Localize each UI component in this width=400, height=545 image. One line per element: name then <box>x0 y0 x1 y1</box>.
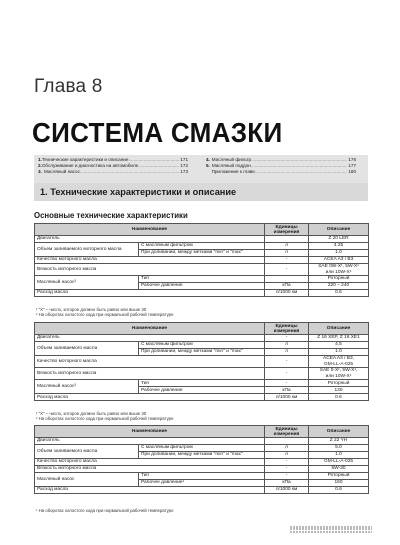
toc-page: 180 <box>348 169 356 175</box>
cell <box>309 368 369 380</box>
spec-table-3 <box>34 425 369 494</box>
header-unit: Единицы измерения <box>265 224 309 236</box>
table-row <box>35 290 369 297</box>
cell <box>265 236 309 243</box>
cell: Рабочее давление <box>139 283 265 290</box>
toc-title: Масляный фильтр <box>211 157 252 162</box>
cell: 4.5 <box>309 342 369 349</box>
cell-line: ACEA A3 / B3, <box>323 356 354 361</box>
cell-line: или 10W-Х¹ <box>325 373 352 379</box>
toc-num: 5. <box>206 163 210 169</box>
header-unit: Единицы измерения <box>265 323 309 335</box>
table-row <box>35 445 369 452</box>
toc-num: 1. <box>38 157 42 162</box>
table-row <box>35 236 369 243</box>
footnote: ² На оборотах холостого хода при нормальной рабочей температуре <box>36 312 174 318</box>
toc-num: 3. <box>38 169 42 175</box>
header-name: Наименование <box>35 224 265 236</box>
cell: Масляный насос² <box>35 276 139 290</box>
cell: Двигатель <box>35 236 265 243</box>
footer-decoration <box>290 526 372 530</box>
cell: л <box>265 452 309 459</box>
cell: л <box>265 243 309 250</box>
cell: л <box>265 250 309 257</box>
footnote: ² На оборотах холостого хода при нормальной рабочей температуре <box>36 416 174 422</box>
cell: При доливании, между метками "min" и "max" <box>139 250 265 257</box>
cell: Вязкость моторного масла <box>35 264 265 276</box>
header-unit: Единицы измерения <box>265 426 309 438</box>
table-row <box>35 342 369 349</box>
cell: 0.6 <box>309 487 369 494</box>
cell: Рабочее давление <box>139 387 265 394</box>
cell: л/1000 км <box>265 290 309 297</box>
table-row <box>35 438 369 445</box>
footnote: ¹ На оборотах холостого хода при нормальной рабочей температуре <box>36 508 174 513</box>
header-desc: Описание <box>309 224 369 236</box>
cell: При доливании, между метками "min" и "max" <box>139 349 265 356</box>
cell: С масляным фильтром <box>139 243 265 250</box>
cell: 4.25 <box>309 243 369 250</box>
toc-item[interactable] <box>38 169 188 175</box>
table-row <box>35 466 369 473</box>
cell: 0.6 <box>309 394 369 401</box>
toc-num: 2. <box>38 163 42 169</box>
cell <box>309 264 369 276</box>
cell: Роторный <box>309 380 369 387</box>
table-notes-2 <box>36 411 173 421</box>
cell: С масляным фильтром <box>139 342 265 349</box>
spec-table-1 <box>34 223 369 297</box>
toc-page: 171 <box>180 157 188 162</box>
cell: - <box>265 368 309 380</box>
toc-title: Масляный поддон <box>211 163 251 169</box>
cell: Масляный насос <box>35 473 139 487</box>
table-notes-1 <box>36 307 173 317</box>
toc-leader <box>80 169 179 175</box>
footer-decoration <box>290 531 372 533</box>
section-header <box>34 183 368 201</box>
cell: - <box>265 466 309 473</box>
toc-page: 177 <box>348 163 356 169</box>
cell: Расход масла <box>35 394 265 401</box>
cell: кПа <box>265 480 309 487</box>
table-row <box>35 487 369 494</box>
chapter-title: СИСТЕМА СМАЗКИ <box>32 117 283 148</box>
table-row <box>35 257 369 264</box>
header-name: Наименование <box>35 426 265 438</box>
cell <box>309 356 369 368</box>
toc-leader <box>255 169 347 175</box>
cell: Объем заливаемого масла <box>35 342 139 356</box>
cell: Двигатель <box>35 438 265 445</box>
cell-line: GM-LL-A-025 <box>323 361 354 367</box>
table-row <box>35 380 369 387</box>
cell: Расход масла <box>35 290 265 297</box>
toc-num: 4. <box>206 157 210 162</box>
cell: Z 22 YH <box>309 438 369 445</box>
cell: Тип <box>139 380 265 387</box>
cell: Тип <box>139 473 265 480</box>
cell-line: SAE 0-Х¹, 5W-Х¹, <box>319 368 358 374</box>
cell: Качество моторного масла <box>35 257 265 264</box>
section-title: 1. Технические характеристики и описание <box>40 187 237 197</box>
cell: GM-LL-A-025 <box>309 459 369 466</box>
header-name: Наименование <box>35 323 265 335</box>
cell: 1.0 <box>309 250 369 257</box>
cell: Расход масла <box>35 487 265 494</box>
cell: 220 – 240 <box>309 283 369 290</box>
footnote: ¹ "Х" – число, которое должно быть равно или выше 30 <box>36 307 147 312</box>
cell: - <box>265 380 309 387</box>
chapter-heading: Глава 8 <box>34 76 103 97</box>
toc-page: 173 <box>180 169 188 175</box>
header-desc: Описание <box>309 426 369 438</box>
cell: Z 20 LER <box>309 236 369 243</box>
toc-page: 176 <box>348 157 356 162</box>
cell: 130 <box>309 387 369 394</box>
cell-line: SAE 0W-Х¹, 5W-Х¹ <box>318 264 359 269</box>
cell: л <box>265 349 309 356</box>
cell: Роторный <box>309 473 369 480</box>
toc-column-right <box>206 157 356 176</box>
cell: 1.0 <box>309 452 369 459</box>
table-header-row <box>35 323 369 335</box>
cell: л/1000 км <box>265 394 309 401</box>
table-header-row <box>35 426 369 438</box>
cell: С масляным фильтром <box>139 445 265 452</box>
cell: 5W-30 <box>309 466 369 473</box>
cell: Качество моторного масла <box>35 459 265 466</box>
subsection-title: Основные технические характеристики <box>34 211 188 220</box>
table-row <box>35 368 369 380</box>
cell: кПа <box>265 387 309 394</box>
table-header-row <box>35 224 369 236</box>
toc-title: Технические характеристики и описание <box>41 157 129 162</box>
spec-table-2 <box>34 322 369 401</box>
cell: Вязкость моторного масла <box>35 368 265 380</box>
toc-column-left <box>38 157 188 176</box>
cell: ACEA A3 / B3 <box>309 257 369 264</box>
table-row <box>35 243 369 250</box>
cell <box>265 438 309 445</box>
cell: - <box>265 257 309 264</box>
cell-line: или 10W-Х¹ <box>325 269 352 275</box>
cell: При доливании, между метками "min" и "max" <box>139 452 265 459</box>
toc-page: 172 <box>180 163 188 169</box>
cell: л/1000 км <box>265 487 309 494</box>
cell: Вязкость моторного масла <box>35 466 265 473</box>
cell: - <box>265 264 309 276</box>
cell: Z 16 XEP, Z 16 XE1 <box>309 335 369 342</box>
table-row <box>35 264 369 276</box>
cell: кПа <box>265 283 309 290</box>
cell: - <box>265 459 309 466</box>
table-notes-3 <box>36 508 173 513</box>
cell: Объем заливаемого масла <box>35 445 139 459</box>
cell: Тип <box>139 276 265 283</box>
toc-title: Масляный насос <box>44 169 80 175</box>
table-row <box>35 276 369 283</box>
toc-item[interactable] <box>206 169 356 175</box>
cell: 5.0 <box>309 445 369 452</box>
cell: 0.6 <box>309 290 369 297</box>
toc-title: Приложение к главе <box>211 169 255 175</box>
cell <box>265 276 309 283</box>
cell: Двигатель <box>35 335 265 342</box>
table-row <box>35 356 369 368</box>
cell: - <box>265 356 309 368</box>
cell: Объем заливаемого моторного масла <box>35 243 139 257</box>
cell: 150 <box>309 480 369 487</box>
cell: - <box>265 335 309 342</box>
table-row <box>35 459 369 466</box>
cell: Масляный насос² <box>35 380 139 394</box>
cell: Качество моторного масла <box>35 356 265 368</box>
table-row <box>35 473 369 480</box>
cell: л <box>265 342 309 349</box>
header-desc: Описание <box>309 323 369 335</box>
toc-title: Обслуживание и диагностика на автомобиле <box>41 163 139 169</box>
footnote: ¹ "Х" – число, которое должно быть равно или выше 30 <box>36 411 147 416</box>
cell: л <box>265 445 309 452</box>
cell: 1.0 <box>309 349 369 356</box>
table-row <box>35 394 369 401</box>
cell: Рабочее давление¹ <box>139 480 265 487</box>
cell: - <box>265 473 309 480</box>
cell: Роторный <box>309 276 369 283</box>
table-row <box>35 335 369 342</box>
